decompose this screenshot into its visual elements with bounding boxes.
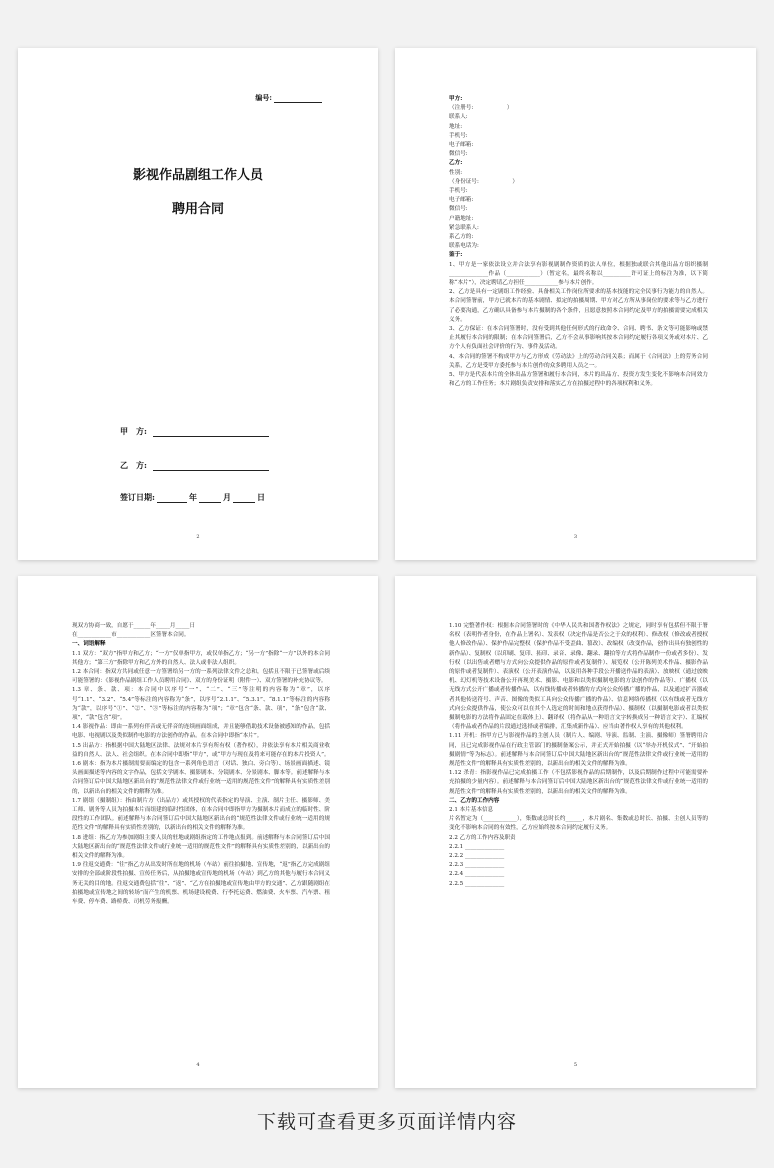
paragraph: 电子邮箱:: [449, 197, 474, 204]
page-3-body: [449, 95, 708, 390]
paragraph: 手机号:: [449, 132, 468, 139]
paragraph: 2.1 本片基本信息: [449, 807, 494, 814]
contract-page-3: [395, 48, 756, 560]
paragraph: 户籍地址:: [449, 215, 474, 222]
contract-page-5: [395, 576, 756, 1088]
paragraph: 手机号:: [449, 188, 468, 195]
sign-date-row: [120, 492, 265, 503]
paragraph: 片名暂定为（____________），集数或总时长约______，本片剧名、集数或总时长、拍摄、主创人员等的变化不影响本合同的有效性，乙方应始终按本合同约定履行义务。: [449, 816, 708, 832]
paragraph: 1.9 往返交通费：“往”指乙方从出发时所在地的机场（车站）前往拍摄地、宣传地，“返”指乙方完成剧组安排的全部或阶段性拍摄、宣传任务后，从拍摄地或宣传地的机场（车站）到乙方的其他与履行本合同义务无关的目的地。往返交通费包括“往”、“返”、“乙方在拍摄地或宣传地由甲方的交通”、乙方跟随剧组在拍摄地或宣传地之间的转场”而产生的机票、机场建设税费、行李托运费、燃油费、火车票、汽车票、租车费、停车费、路桥费、司机劳务报酬。: [72, 862, 330, 906]
party-a-label: 甲 方:: [120, 426, 147, 436]
contract-cover-page: [18, 48, 378, 560]
paragraph: 2.2.5 ______________: [449, 880, 505, 887]
page-number: 2: [196, 534, 200, 540]
month-blank: [199, 494, 221, 503]
page-number: 4: [196, 1062, 200, 1068]
paragraph: 在____________市____________区签署本合同。: [72, 632, 190, 639]
section-heading: 鉴于:: [449, 252, 463, 259]
party-a-signature-row: [120, 426, 269, 437]
paragraph: 微信号:: [449, 151, 468, 158]
contract-title-line1: 影视作品剧组工作人员: [132, 168, 263, 183]
paragraph: 4、本合同的签署不构成甲方与乙方形成《劳动法》上的劳动合同关系；而属于《合同法》上的劳务合同关系，乙方是受甲方委托参与本片创作的众多聘用人员之一。: [449, 353, 708, 369]
month-label: 月: [222, 492, 231, 502]
paragraph: 1.6 剧本：指为本片摄制需要而编定的包含一系列角色语言（对话、独白、旁白等）、场景画面描述、镜头画面描述等内容的文字作品，包括文学剧本、摄影剧本、分镜剧本、分景剧本、脚本等。前述解释与本合同签订后中国大陆地区新出台的“规范性法律文件或行业统一适用的规范性文件”的解释具有实质性差别的，以新出台的相关文件的解释为准。: [72, 761, 330, 795]
paragraph: 2.2.2 ______________: [449, 853, 505, 860]
paragraph: 1.2 本合同：指双方共同或任意一方签署给另一方的一系列法律文件之总和，包括且不限于已签署或后续可能签署的：《影视作品剧组工作人员聘用合同》、双方的身份证明（附件一）、双方签署的补充协议等。: [72, 669, 330, 685]
paragraph: 1.12 杀青：指影视作品已完成拍摄工作（不包括影视作品的后期制作，以及后期制作过程中可能需要补充拍摄的少量内容）。前述解释与本合同签订后中国大陆地区新出台的“规范性法律文件或行业统一适用的规范性文件”的解释具有实质性差别的，以新出台的相关文件的解释为准。: [449, 770, 708, 795]
paragraph: 2、乙方是具有一定剧组工作经验、具备相关工作岗位所要求的基本技能的完全民事行为能力的自然人。本合同签署前，甲方已就本片的基本剧情、拟定的拍摄周期、甲方对乙方所从事岗位的要求等与乙方进行了必要沟通，乙方确认具备参与本片摄制的各个条件，且愿意按照本合同约定及甲方的拍摄需要完成相关义务。: [449, 289, 708, 323]
paragraph: 联系人:: [449, 114, 468, 121]
page-4-body: [72, 622, 330, 907]
sign-date-label: 签订日期:: [120, 492, 155, 502]
paragraph: （身份证号: ）: [449, 178, 519, 185]
party-b-signature-row: [120, 460, 269, 471]
contract-number-label: 编号:: [255, 93, 272, 102]
paragraph: 3、乙方保证：在本合同签署时，没有受到其他任何形式的行政命令、合同、聘书、条文等可能影响或禁止其履行本合同的限制；在本合同签署后，乙方不会从事影响其按本合同约定履行各项义务或对本片、乙方个人有负面社会评价的行为、事件及活动。: [449, 326, 708, 351]
paragraph: 微信号:: [449, 206, 468, 213]
paragraph: 1.8 进组：指乙方为参加剧组主要人员的驻地或剧组指定的工作地点报到。前述解释与本合同签订后中国大陆地区新出台的“规范性法律文件或行业统一适用的规范性文件”的解释具有实质性差别的，以新出台的相关文件的解释为准。: [72, 834, 330, 860]
year-blank: [157, 494, 187, 503]
section-heading: 乙方:: [449, 160, 463, 167]
paragraph: 2.2.3 ______________: [449, 862, 505, 869]
contract-page-4: [18, 576, 378, 1088]
paragraph: 紧急联系人:: [449, 224, 479, 231]
page-5-body: [449, 622, 708, 889]
page-number: 3: [573, 534, 578, 540]
contract-number: [255, 93, 322, 103]
page-number: 5: [573, 1062, 578, 1068]
paragraph: 1、甲方是一家依法设立并合法享有影视剧制作资质的法人单位，根据独或联合其他出品方组织摄制______________作品（____________）（暂定名，最终名称以__________许可证上的标注为准，以下简称“本片”），决定聘请乙方担任____________参与本片创作。: [449, 261, 708, 287]
paragraph: 联系电话为:: [449, 243, 479, 250]
paragraph: 1.11 开机：指甲方已与影视作品的主创人员（制片人、编剧、导演、监制、主演、摄像师）签署聘用合同，且已完成影视作品在行政主管部门的摄制备案公示，并正式开始拍摄（以“举办开机仪式”、“开始拍摄剧情”等为标志）。前述解释与本合同签订后中国大陆地区新出台的“规范性法律文件或行业统一适用的规范性文件”的解释具有实质性差别的，以新出台的相关文件的解释为准。: [449, 733, 708, 768]
section-heading: 一、词语解释: [72, 641, 106, 648]
section-heading: 甲方:: [449, 96, 463, 102]
contract-number-blank: [274, 95, 322, 103]
paragraph: 系乙方的:: [449, 234, 474, 241]
day-label: 日: [256, 492, 265, 502]
year-label: 年: [188, 492, 197, 502]
paragraph: 2.2.4 ______________: [449, 871, 505, 878]
paragraph: 电子邮箱:: [449, 142, 474, 149]
party-a-blank: [153, 428, 269, 437]
paragraph: 1.4 影视作品：即由一系列有伴音或无伴音的连续画面组成，并且能够借助技术设备被感知的作品，包括电影、电视剧以及类似制作电影的方法创作的作品。在本合同中即指“本片”。: [72, 724, 330, 740]
section-heading: 二、乙方的工作内容: [449, 797, 500, 804]
party-b-blank: [153, 462, 269, 471]
paragraph: 2.2 乙方的工作内容及职责: [449, 834, 516, 841]
paragraph: 2.2.1 ______________: [449, 843, 505, 850]
day-blank: [233, 494, 255, 503]
paragraph: 性别:: [449, 169, 463, 176]
paragraph: 5、甲方是代表本片的全体出品方签署和履行本合同，本片的出品方、投资方发生变化不影响本合同效力和乙方的工作任务；本片剧组负责安排和落实乙方在拍摄过程中的各项权利和义务。: [449, 372, 708, 388]
contract-title-line2: 聘用合同: [171, 202, 224, 217]
paragraph: 1.7 剧组（摄制组）：指由制片方（出品方）或其授权的代表指定的导演、主演、制片主任、摄影师、美工师、剧务等人员为拍摄本片而组建的临时性团体，在本合同中即指甲方为摄制本片而成立的临时性、阶段性的工作团队。前述解释与本合同签订后中国大陆地区新出台的“规范性法律文件或行业统一适用的规范性文件”的解释具有实质性差别的，以新出台的相关文件的解释为准。: [72, 797, 330, 832]
paragraph: 1.3 章、条、款、项：本合同中以序号“一”、“二”、“三”等注明的内容称为“章”，以序号“1.1”、“3.2”、“5.4”等标注的内容称为“条”，以序号“2.1.1”、“5.3.1”、“8.1.1”等标注的内容称为“款”，以序号“①”、“②”、“③”等标注的内容称为“项”；“章”包含“条、款、项”，“条”包含“款、项”，“款”包含“项”。: [72, 687, 330, 722]
paragraph: 现双方协商一致，自愿于______年_____月_____日: [72, 623, 196, 629]
party-b-label: 乙 方:: [120, 460, 147, 470]
download-more-caption[interactable]: 下载可查看更多页面详情内容: [256, 1111, 517, 1133]
paragraph: （注册号: ）: [449, 105, 513, 112]
paragraph: 1.10 完整著作权：根据本合同签署时的《中华人民共和国著作权法》之规定，同时享有包括但不限于署名权（表明作者身份，在作品上署名）、发表权（决定作品是否公之于众的权利）、修改权（修改或者授权他人修改作品）、保护作品完整权（保护作品不受歪曲、篡改）、改编权（改变作品，创作出具有独创性的新作品）、复制权（以印刷、复印、拓印、录音、录像、翻录、翻拍等方式将作品制作一份或者多份）、发行权（以出售或者赠与方式向公众提供作品的原件或者复制件）、展览权（公开陈列美术作品、摄影作品的原件或者复制件）、表演权（公开表演作品，以及用各种手段公开播送作品的表演）、放映权（通过放映机、幻灯机等技术设备公开再现美术、摄影、电影和以类似摄制电影的方法创作的作品等）、广播权（以无线方式公开广播或者传播作品，以有线传播或者转播的方式向公众传播广播的作品，以及通过扩音器或者其他传送符号、声音、图像的类似工具向公众传播广播的作品）、信息网络传播权（以有线或者无线方式向公众提供作品，使公众可以在其个人选定的时间和地点获得作品）、摄制权（以摄制电影或者以类似摄制电影的方法将作品固定在载体上）、翻译权（将作品从一种语言文字转换成另一种语言文字）、汇编权（将作品或者作品的片段通过选择或者编排，汇集成新作品）、应当由著作权人享有的其他权利。: [449, 623, 708, 731]
paragraph: 1.1 双方：“双方”指甲方和乙方；“一方”仅单指甲方，或仅单指乙方；“另一方”指除“一方”以外的本合同其他方；“第三方”指除甲方和乙方外的自然人、法人或非法人组织。: [72, 650, 330, 666]
paragraph: 1.5 出品方：指根据中国大陆地区法律、法规对本片享有所有权（著作权），并依法享有本片相关商业收益的自然人、法人、社会组织。在本合同中即指“甲方”，或“甲方与现在及将来可能存在的本片投资人”。: [72, 742, 330, 758]
paragraph: 地址:: [449, 123, 463, 130]
